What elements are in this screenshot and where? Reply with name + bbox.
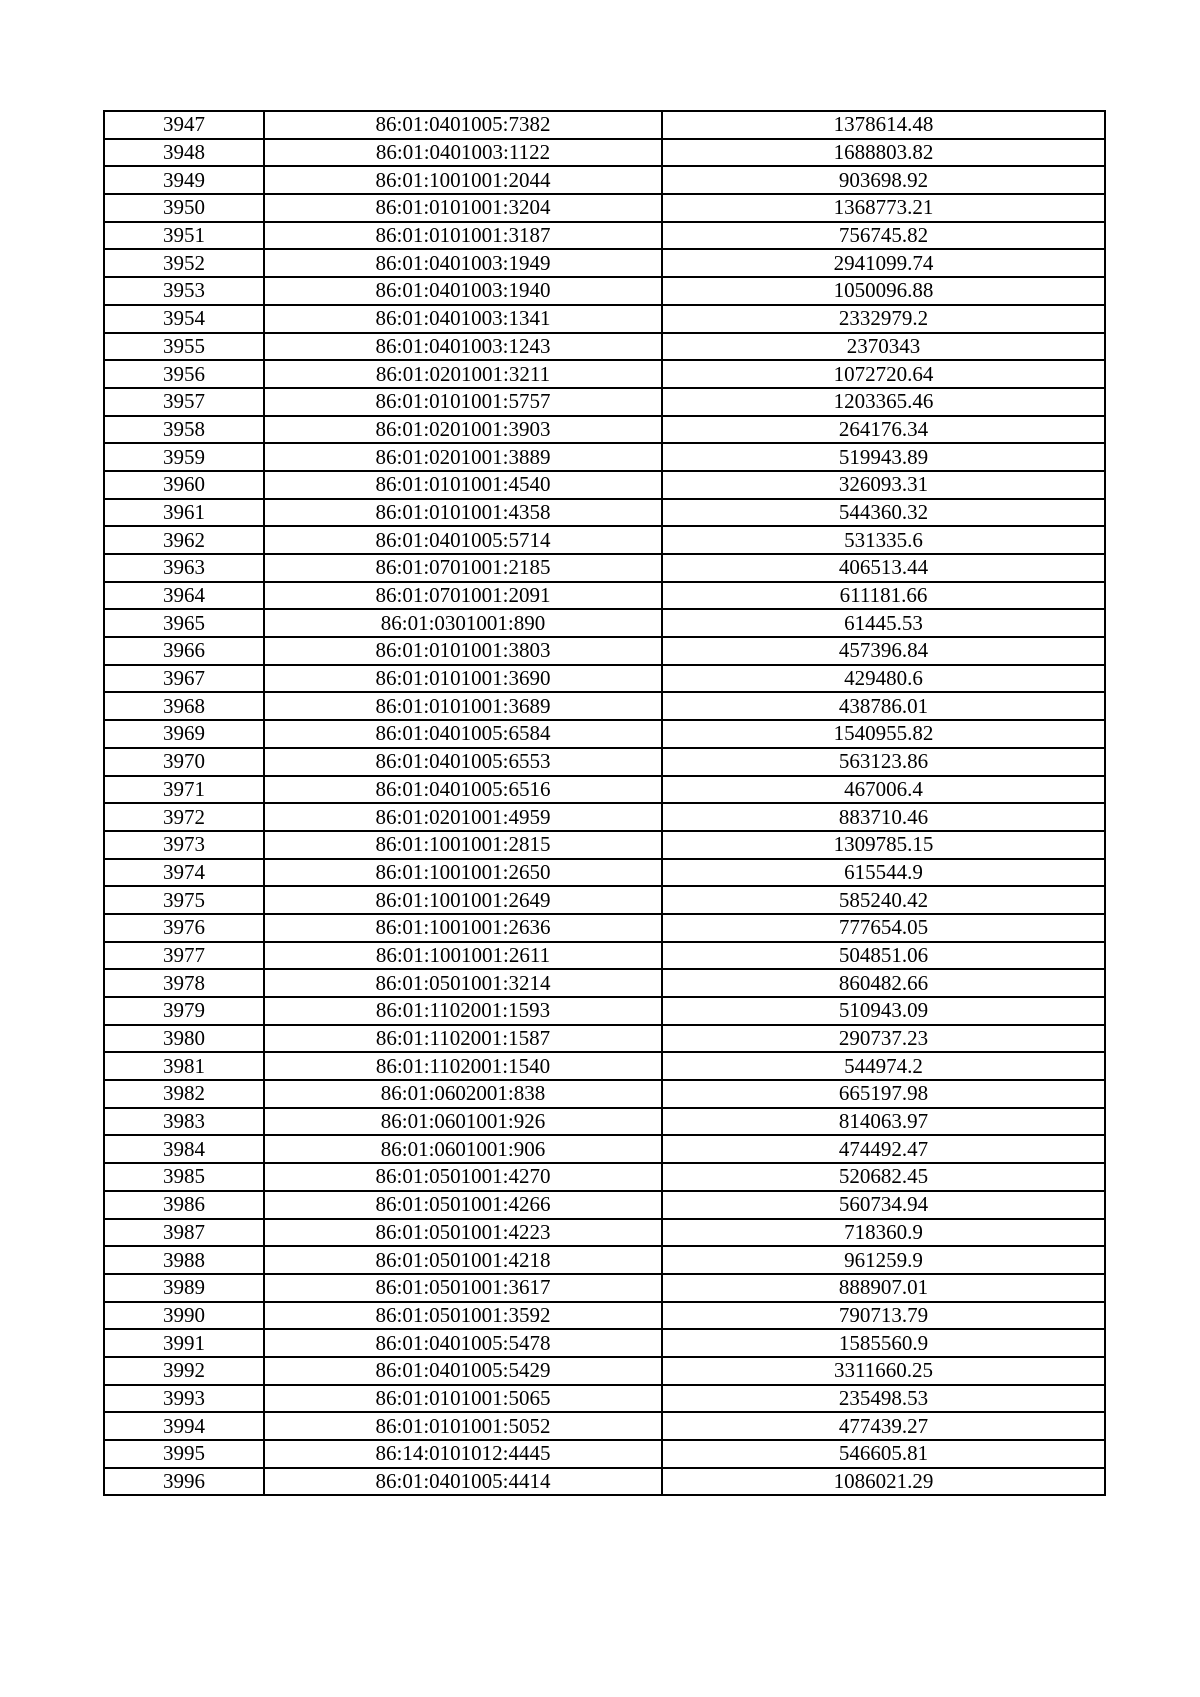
row-number-cell: 3987 — [104, 1219, 264, 1247]
cadastral-value-cell: 61445.53 — [662, 609, 1105, 637]
cadastral-number-cell: 86:01:0401005:5714 — [264, 526, 662, 554]
table-row — [104, 1080, 1105, 1108]
cadastral-number-cell: 86:14:0101012:4445 — [264, 1440, 662, 1468]
table-row — [104, 637, 1105, 665]
table-row — [104, 720, 1105, 748]
cadastral-number-cell: 86:01:1001001:2650 — [264, 859, 662, 887]
row-number-cell: 3975 — [104, 886, 264, 914]
row-number-cell: 3968 — [104, 692, 264, 720]
table-row — [104, 831, 1105, 859]
cadastral-value-cell: 1309785.15 — [662, 831, 1105, 859]
row-number-cell: 3977 — [104, 942, 264, 970]
cadastral-number-cell: 86:01:0602001:838 — [264, 1080, 662, 1108]
cadastral-value-cell: 883710.46 — [662, 803, 1105, 831]
row-number-cell: 3959 — [104, 443, 264, 471]
cadastral-number-cell: 86:01:0401003:1949 — [264, 249, 662, 277]
cadastral-value-cell: 406513.44 — [662, 554, 1105, 582]
cadastral-value-cell: 438786.01 — [662, 692, 1105, 720]
table-row — [104, 1385, 1105, 1413]
row-number-cell: 3947 — [104, 111, 264, 139]
row-number-cell: 3980 — [104, 1025, 264, 1053]
cadastral-value-cell: 457396.84 — [662, 637, 1105, 665]
cadastral-number-cell: 86:01:1001001:2649 — [264, 886, 662, 914]
table-row — [104, 1440, 1105, 1468]
row-number-cell: 3990 — [104, 1302, 264, 1330]
table-row — [104, 1025, 1105, 1053]
cadastral-number-cell: 86:01:0501001:4266 — [264, 1191, 662, 1219]
cadastral-value-cell: 1072720.64 — [662, 360, 1105, 388]
row-number-cell: 3984 — [104, 1135, 264, 1163]
row-number-cell: 3967 — [104, 665, 264, 693]
cadastral-value-cell: 860482.66 — [662, 969, 1105, 997]
row-number-cell: 3953 — [104, 277, 264, 305]
table-row — [104, 1219, 1105, 1247]
table-row — [104, 277, 1105, 305]
cadastral-value-cell: 531335.6 — [662, 526, 1105, 554]
row-number-cell: 3974 — [104, 859, 264, 887]
cadastral-value-cell: 756745.82 — [662, 222, 1105, 250]
cadastral-number-cell: 86:01:0401005:7382 — [264, 111, 662, 139]
row-number-cell: 3964 — [104, 582, 264, 610]
row-number-cell: 3954 — [104, 305, 264, 333]
row-number-cell: 3971 — [104, 776, 264, 804]
cadastral-value-cell: 235498.53 — [662, 1385, 1105, 1413]
table-row — [104, 1468, 1105, 1496]
cadastral-number-cell: 86:01:0101001:3803 — [264, 637, 662, 665]
cadastral-value-cell: 1086021.29 — [662, 1468, 1105, 1496]
table-row — [104, 886, 1105, 914]
cadastral-value-cell: 546605.81 — [662, 1440, 1105, 1468]
row-number-cell: 3963 — [104, 554, 264, 582]
table-row — [104, 1052, 1105, 1080]
cadastral-value-cell: 3311660.25 — [662, 1357, 1105, 1385]
cadastral-number-cell: 86:01:0501001:3617 — [264, 1274, 662, 1302]
table-row — [104, 1108, 1105, 1136]
table-row — [104, 997, 1105, 1025]
cadastral-number-cell: 86:01:0501001:4223 — [264, 1219, 662, 1247]
table-row — [104, 1274, 1105, 1302]
row-number-cell: 3991 — [104, 1329, 264, 1357]
cadastral-value-cell: 477439.27 — [662, 1412, 1105, 1440]
table-row — [104, 609, 1105, 637]
cadastral-number-cell: 86:01:0101001:3204 — [264, 194, 662, 222]
cadastral-value-cell: 1585560.9 — [662, 1329, 1105, 1357]
cadastral-number-cell: 86:01:0401003:1341 — [264, 305, 662, 333]
table-row — [104, 582, 1105, 610]
table-row — [104, 776, 1105, 804]
cadastral-number-cell: 86:01:0401003:1122 — [264, 139, 662, 167]
row-number-cell: 3988 — [104, 1246, 264, 1274]
row-number-cell: 3956 — [104, 360, 264, 388]
cadastral-number-cell: 86:01:1001001:2636 — [264, 914, 662, 942]
table-row — [104, 388, 1105, 416]
row-number-cell: 3972 — [104, 803, 264, 831]
row-number-cell: 3992 — [104, 1357, 264, 1385]
cadastral-value-cell: 326093.31 — [662, 471, 1105, 499]
cadastral-number-cell: 86:01:0101001:4540 — [264, 471, 662, 499]
row-number-cell: 3966 — [104, 637, 264, 665]
cadastral-number-cell: 86:01:0101001:5065 — [264, 1385, 662, 1413]
cadastral-value-cell: 1378614.48 — [662, 111, 1105, 139]
table-row — [104, 554, 1105, 582]
table-row — [104, 333, 1105, 361]
row-number-cell: 3996 — [104, 1468, 264, 1496]
row-number-cell: 3957 — [104, 388, 264, 416]
row-number-cell: 3950 — [104, 194, 264, 222]
row-number-cell: 3955 — [104, 333, 264, 361]
cadastral-value-cell: 563123.86 — [662, 748, 1105, 776]
cadastral-number-cell: 86:01:1102001:1540 — [264, 1052, 662, 1080]
cadastral-number-cell: 86:01:0301001:890 — [264, 609, 662, 637]
row-number-cell: 3995 — [104, 1440, 264, 1468]
table-row — [104, 443, 1105, 471]
table-row — [104, 942, 1105, 970]
cadastral-number-cell: 86:01:1001001:2611 — [264, 942, 662, 970]
cadastral-value-cell: 1688803.82 — [662, 139, 1105, 167]
row-number-cell: 3970 — [104, 748, 264, 776]
table-row — [104, 803, 1105, 831]
cadastral-number-cell: 86:01:1102001:1587 — [264, 1025, 662, 1053]
cadastral-value-cell: 544360.32 — [662, 499, 1105, 527]
cadastral-number-cell: 86:01:0401005:6516 — [264, 776, 662, 804]
cadastral-value-cell: 2332979.2 — [662, 305, 1105, 333]
cadastral-number-cell: 86:01:0101001:4358 — [264, 499, 662, 527]
cadastral-number-cell: 86:01:0101001:3690 — [264, 665, 662, 693]
row-number-cell: 3948 — [104, 139, 264, 167]
cadastral-number-cell: 86:01:0401005:5478 — [264, 1329, 662, 1357]
row-number-cell: 3951 — [104, 222, 264, 250]
cadastral-number-cell: 86:01:0101001:5757 — [264, 388, 662, 416]
cadastral-value-cell: 718360.9 — [662, 1219, 1105, 1247]
cadastral-value-cell: 961259.9 — [662, 1246, 1105, 1274]
table-row — [104, 416, 1105, 444]
cadastral-value-cell: 474492.47 — [662, 1135, 1105, 1163]
table-row — [104, 1246, 1105, 1274]
row-number-cell: 3989 — [104, 1274, 264, 1302]
row-number-cell: 3983 — [104, 1108, 264, 1136]
cadastral-value-cell: 1203365.46 — [662, 388, 1105, 416]
table-row — [104, 748, 1105, 776]
cadastral-number-cell: 86:01:0101001:3187 — [264, 222, 662, 250]
table-row — [104, 526, 1105, 554]
table-row — [104, 914, 1105, 942]
cadastral-number-cell: 86:01:0401003:1243 — [264, 333, 662, 361]
cadastral-number-cell: 86:01:0701001:2185 — [264, 554, 662, 582]
cadastral-value-cell: 290737.23 — [662, 1025, 1105, 1053]
cadastral-number-cell: 86:01:0201001:3889 — [264, 443, 662, 471]
cadastral-value-cell: 777654.05 — [662, 914, 1105, 942]
cadastral-number-cell: 86:01:0501001:4270 — [264, 1163, 662, 1191]
table-row — [104, 499, 1105, 527]
row-number-cell: 3994 — [104, 1412, 264, 1440]
cadastral-number-cell: 86:01:0201001:3211 — [264, 360, 662, 388]
cadastral-number-cell: 86:01:0401005:6584 — [264, 720, 662, 748]
row-number-cell: 3993 — [104, 1385, 264, 1413]
cadastral-value-cell: 585240.42 — [662, 886, 1105, 914]
table-row — [104, 166, 1105, 194]
cadastral-value-cell: 504851.06 — [662, 942, 1105, 970]
cadastral-number-cell: 86:01:0501001:4218 — [264, 1246, 662, 1274]
row-number-cell: 3961 — [104, 499, 264, 527]
cadastral-value-cell: 429480.6 — [662, 665, 1105, 693]
row-number-cell: 3969 — [104, 720, 264, 748]
cadastral-number-cell: 86:01:0701001:2091 — [264, 582, 662, 610]
cadastral-number-cell: 86:01:0401005:4414 — [264, 1468, 662, 1496]
cadastral-number-cell: 86:01:1001001:2044 — [264, 166, 662, 194]
cadastral-number-cell: 86:01:0401003:1940 — [264, 277, 662, 305]
cadastral-number-cell: 86:01:0401005:5429 — [264, 1357, 662, 1385]
cadastral-value-cell: 790713.79 — [662, 1302, 1105, 1330]
table-row — [104, 692, 1105, 720]
row-number-cell: 3949 — [104, 166, 264, 194]
cadastral-value-table — [103, 110, 1106, 1496]
cadastral-value-cell: 264176.34 — [662, 416, 1105, 444]
table-row — [104, 969, 1105, 997]
row-number-cell: 3981 — [104, 1052, 264, 1080]
cadastral-value-cell: 2370343 — [662, 333, 1105, 361]
table-row — [104, 222, 1105, 250]
cadastral-value-cell: 615544.9 — [662, 859, 1105, 887]
table-row — [104, 1357, 1105, 1385]
cadastral-value-cell: 888907.01 — [662, 1274, 1105, 1302]
row-number-cell: 3986 — [104, 1191, 264, 1219]
table-row — [104, 139, 1105, 167]
cadastral-value-cell: 611181.66 — [662, 582, 1105, 610]
row-number-cell: 3979 — [104, 997, 264, 1025]
row-number-cell: 3978 — [104, 969, 264, 997]
row-number-cell: 3985 — [104, 1163, 264, 1191]
row-number-cell: 3960 — [104, 471, 264, 499]
cadastral-value-cell: 467006.4 — [662, 776, 1105, 804]
cadastral-value-cell: 2941099.74 — [662, 249, 1105, 277]
table-row — [104, 665, 1105, 693]
cadastral-value-cell: 1368773.21 — [662, 194, 1105, 222]
table-row — [104, 249, 1105, 277]
table-row — [104, 1302, 1105, 1330]
table-row — [104, 859, 1105, 887]
cadastral-number-cell: 86:01:1001001:2815 — [264, 831, 662, 859]
cadastral-number-cell: 86:01:0101001:5052 — [264, 1412, 662, 1440]
table-row — [104, 1163, 1105, 1191]
table-body — [104, 111, 1105, 1495]
row-number-cell: 3973 — [104, 831, 264, 859]
table-row — [104, 1191, 1105, 1219]
row-number-cell: 3952 — [104, 249, 264, 277]
cadastral-value-cell: 665197.98 — [662, 1080, 1105, 1108]
cadastral-value-cell: 814063.97 — [662, 1108, 1105, 1136]
table-row — [104, 1412, 1105, 1440]
table-row — [104, 194, 1105, 222]
cadastral-value-cell: 560734.94 — [662, 1191, 1105, 1219]
cadastral-number-cell: 86:01:1102001:1593 — [264, 997, 662, 1025]
cadastral-number-cell: 86:01:0601001:926 — [264, 1108, 662, 1136]
row-number-cell: 3965 — [104, 609, 264, 637]
cadastral-value-cell: 520682.45 — [662, 1163, 1105, 1191]
table-row — [104, 360, 1105, 388]
table-row — [104, 1135, 1105, 1163]
table-row — [104, 305, 1105, 333]
row-number-cell: 3976 — [104, 914, 264, 942]
cadastral-value-cell: 1540955.82 — [662, 720, 1105, 748]
cadastral-value-cell: 903698.92 — [662, 166, 1105, 194]
cadastral-number-cell: 86:01:0201001:4959 — [264, 803, 662, 831]
table-row — [104, 1329, 1105, 1357]
cadastral-value-cell: 544974.2 — [662, 1052, 1105, 1080]
cadastral-number-cell: 86:01:0401005:6553 — [264, 748, 662, 776]
cadastral-number-cell: 86:01:0201001:3903 — [264, 416, 662, 444]
cadastral-value-cell: 1050096.88 — [662, 277, 1105, 305]
cadastral-value-cell: 510943.09 — [662, 997, 1105, 1025]
row-number-cell: 3962 — [104, 526, 264, 554]
cadastral-value-cell: 519943.89 — [662, 443, 1105, 471]
row-number-cell: 3982 — [104, 1080, 264, 1108]
cadastral-number-cell: 86:01:0501001:3214 — [264, 969, 662, 997]
cadastral-number-cell: 86:01:0601001:906 — [264, 1135, 662, 1163]
table-row — [104, 111, 1105, 139]
cadastral-number-cell: 86:01:0501001:3592 — [264, 1302, 662, 1330]
cadastral-number-cell: 86:01:0101001:3689 — [264, 692, 662, 720]
row-number-cell: 3958 — [104, 416, 264, 444]
table-row — [104, 471, 1105, 499]
